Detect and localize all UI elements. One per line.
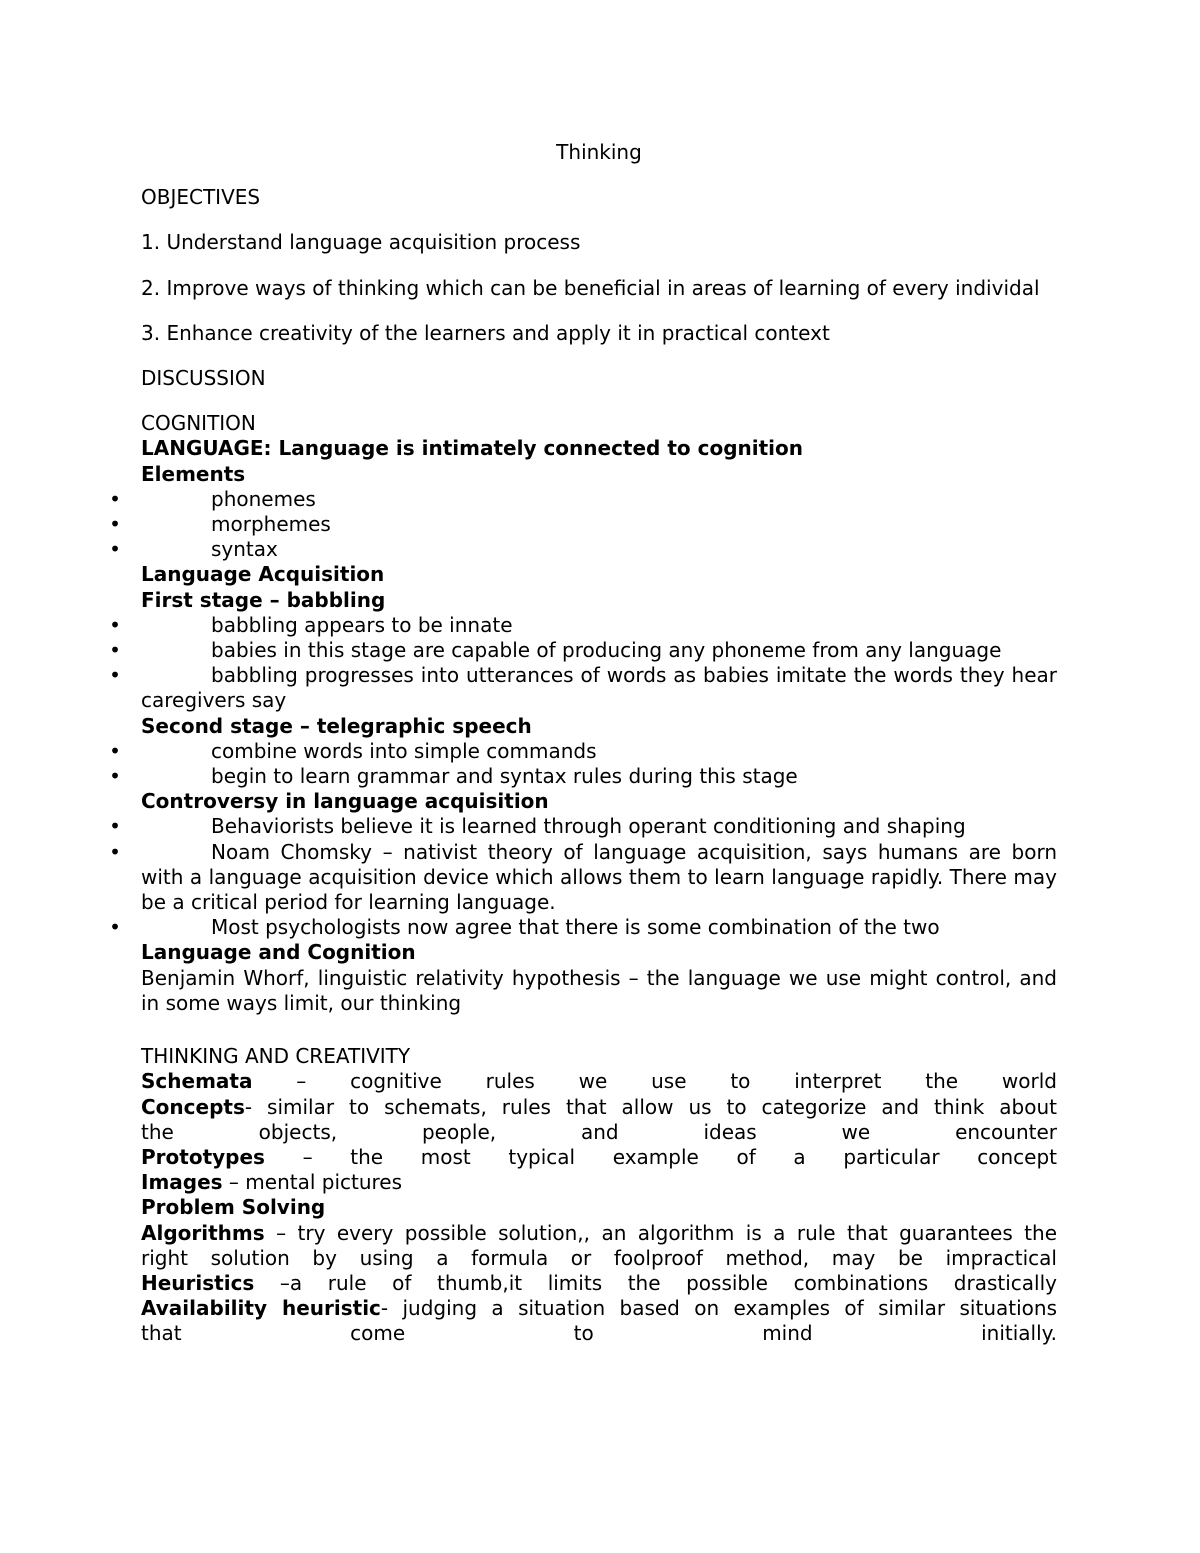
- objective-item: 1. Understand language acquisition process: [141, 230, 581, 255]
- page-title: Thinking: [556, 140, 642, 164]
- bullet-icon: •: [109, 486, 121, 511]
- concepts-text: - similar to schemats, rules that allow us to categorize and think about: [244, 1094, 1057, 1119]
- lang-cog-heading: Language and Cognition: [141, 940, 416, 965]
- availability-line-2: that come to mind initially.: [141, 1321, 1057, 1346]
- concepts-line-2: the objects, people, and ideas we encounter: [141, 1119, 1057, 1144]
- bullet-icon: •: [109, 612, 121, 637]
- objective-item: 2. Improve ways of thinking which can be beneficial in areas of learning of every individal: [141, 275, 1040, 300]
- list-item: • syntax: [141, 537, 1057, 562]
- document-body: [109, 140, 1057, 1347]
- bullet-icon: •: [109, 814, 121, 839]
- lang-cog-text: Benjamin Whorf, linguistic relativity hypothesis – the language we use might control, and in some ways limit, our thinking: [141, 965, 1057, 1015]
- controversy-list: [109, 814, 1057, 940]
- algorithms-line-2: right solution by using a formula or foolproof method, may be impractical: [141, 1245, 1057, 1270]
- heuristics-line: [141, 1271, 1057, 1296]
- bullet-icon: •: [109, 638, 121, 663]
- bullet-icon: •: [109, 915, 121, 940]
- concepts-line: [141, 1095, 1057, 1120]
- cognition-heading: COGNITION: [141, 411, 256, 436]
- list-item: • babies in this stage are capable of producing any phoneme from any language: [141, 638, 1057, 663]
- list-item: • phonemes: [141, 487, 1057, 512]
- controversy-heading: Controversy in language acquisition: [141, 789, 549, 814]
- bullet-icon: •: [109, 512, 121, 537]
- second-stage-list: [109, 738, 1057, 789]
- prototypes-line: [141, 1145, 1057, 1170]
- prototypes-text: – the most typical example of a particular concept: [264, 1144, 1057, 1169]
- second-stage-heading: Second stage – telegraphic speech: [141, 713, 532, 738]
- schemata-term: Schemata: [141, 1069, 253, 1094]
- objectives-heading: OBJECTIVES: [141, 185, 261, 210]
- availability-line: [141, 1296, 1057, 1321]
- objective-item: 3. Enhance creativity of the learners and apply it in practical context: [141, 320, 830, 345]
- schemata-line: [141, 1069, 1057, 1094]
- acquisition-heading: Language Acquisition: [141, 562, 385, 587]
- list-item: • morphemes: [141, 512, 1057, 537]
- algorithms-term: Algorithms: [141, 1220, 265, 1245]
- schemata-text: – cognitive rules we use to interpret the world: [252, 1069, 1057, 1094]
- algorithms-line: [141, 1221, 1057, 1246]
- bullet-icon: •: [109, 839, 121, 864]
- language-heading: LANGUAGE: Language is intimately connected to cognition: [141, 436, 804, 461]
- availability-term: Availability heuristic: [141, 1296, 381, 1321]
- elements-list: [109, 486, 1057, 563]
- elements-heading: Elements: [141, 461, 246, 486]
- bullet-icon: •: [109, 764, 121, 789]
- problem-solving-heading: Problem Solving: [141, 1195, 326, 1220]
- images-line: [141, 1170, 1057, 1195]
- list-item: • Most psychologists now agree that there is some combination of the two: [141, 915, 1057, 940]
- list-item: • babbling progresses into utterances of words as babies imitate the words they hear caregivers say: [141, 663, 1057, 713]
- images-term: Images: [141, 1170, 223, 1195]
- list-item: • begin to learn grammar and syntax rules during this stage: [141, 764, 1057, 789]
- bullet-icon: •: [109, 663, 121, 688]
- list-item: • combine words into simple commands: [141, 739, 1057, 764]
- list-item: • Noam Chomsky – nativist theory of language acquisition, says humans are born with a language acquisition device which allows them to learn language rapidly. There may be a critical period for learning language.: [141, 840, 1057, 916]
- concepts-term: Concepts: [141, 1094, 245, 1119]
- algorithms-text: – try every possible solution,, an algorithm is a rule that guarantees the: [264, 1220, 1057, 1245]
- list-item: • Behaviorists believe it is learned through operant conditioning and shaping: [141, 814, 1057, 839]
- availability-text: - judging a situation based on examples of similar situations: [380, 1296, 1057, 1321]
- first-stage-heading: First stage – babbling: [141, 587, 386, 612]
- prototypes-term: Prototypes: [141, 1144, 265, 1169]
- heuristics-text: –a rule of thumb,it limits the possible combinations drastically: [254, 1270, 1057, 1295]
- bullet-icon: •: [109, 738, 121, 763]
- list-item: • babbling appears to be innate: [141, 613, 1057, 638]
- discussion-heading: DISCUSSION: [141, 366, 266, 391]
- images-text: – mental pictures: [222, 1170, 403, 1195]
- first-stage-list: [109, 612, 1057, 714]
- heuristics-term: Heuristics: [141, 1270, 255, 1295]
- thinking-creativity-heading: THINKING AND CREATIVITY: [141, 1044, 411, 1069]
- bullet-icon: •: [109, 537, 121, 562]
